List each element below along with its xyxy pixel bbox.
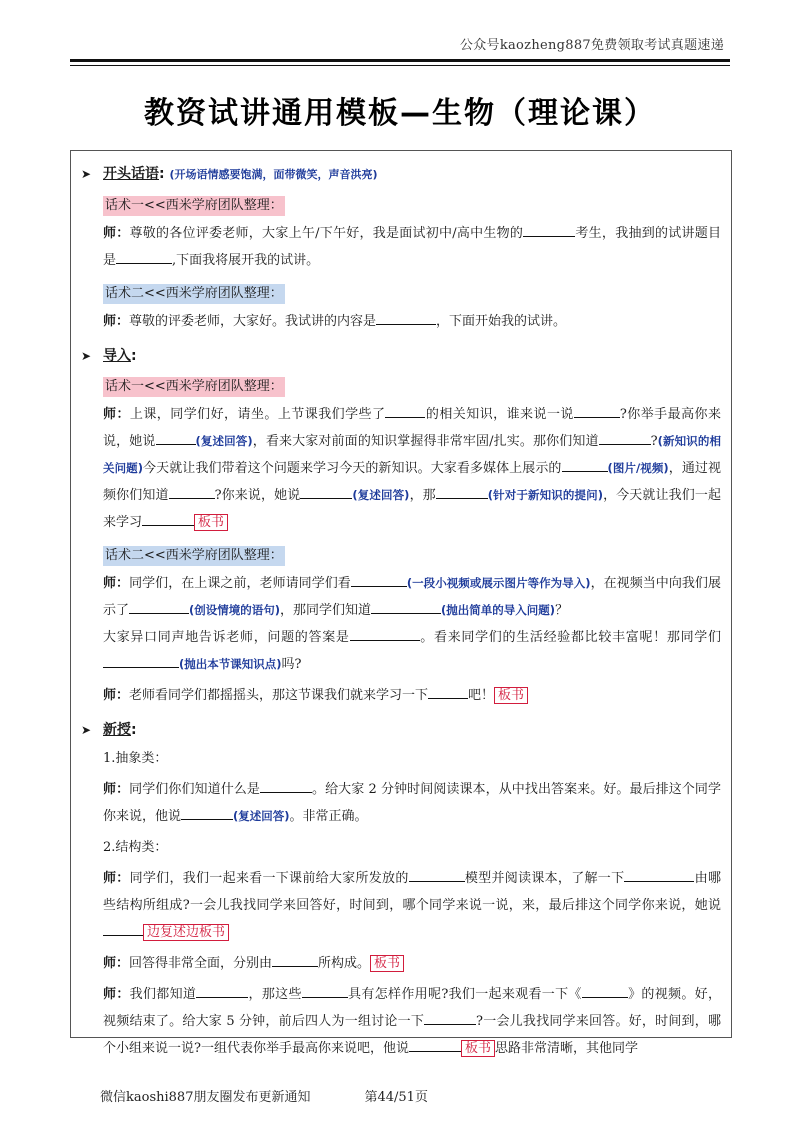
blank [428,684,468,699]
text: ?你来说，她说 [214,488,301,503]
text: 的相关知识，谁来说一说 [425,407,574,422]
script-heading-1: 话术一<<西米学府团队整理： [103,377,285,397]
blank [103,921,143,936]
text: ?一会儿我找同学来回答。好，时间到，哪个小组来说一说?一组代表你举手最高你来说吧，他说 [103,1014,721,1056]
blank [181,805,233,820]
blank [260,778,312,793]
teacher-label: 师： [103,314,130,329]
section-title-opening: 开头话语 [103,166,159,182]
section-title-intro: 导入 [103,348,131,364]
blank [574,403,620,418]
text: 回答得非常全面，分别由 [129,956,273,971]
blank [351,572,407,587]
teacher-label: 师： [103,956,130,971]
text: 。看来同学们的生活经验都比较丰富呢！那同学们 [419,630,721,645]
text: 》的视频。好，视频结束了。给大家 5 分钟，前后四人为一组讨论一下 [103,987,721,1029]
arrow-bullet-icon: ➤ [81,349,92,363]
teacher-label: 师： [103,782,130,797]
colon: : [131,722,137,738]
new-paragraph-4 [103,981,721,1062]
text: ，下面开始我的试讲。 [436,314,567,329]
text: 吗? [281,657,302,672]
teacher-label: 师： [103,688,130,703]
text: 思路非常清晰，其他同学 [495,1041,639,1056]
script-heading-1: 话术一<<西米学府团队整理： [103,196,285,216]
blackboard-tag: 板书 [461,1040,495,1057]
blank [300,484,352,499]
teacher-label: 师： [103,226,130,241]
teacher-label: 师： [103,871,130,886]
blackboard-tag: 板书 [370,955,404,972]
text: ?你举手最高你来说，她说 [103,407,721,449]
blackboard-tag-review: 边复述边板书 [143,924,229,941]
blank [599,430,651,445]
blank [562,457,608,472]
teacher-label: 师： [103,987,130,1002]
page-number: 第44/51页 [364,1090,428,1105]
text: 今天就让我们带着这个问题来学习今天的新知识。大家看多媒体上展示的 [142,461,562,476]
blank [376,310,436,325]
section-title-new: 新授 [103,722,131,738]
teacher-label: 师： [103,576,130,591]
note: (图片/视频) [607,461,669,475]
blank [272,952,318,967]
header-rule-thin [70,65,730,66]
text: 由哪些结构所组成?一会儿我找同学来回答好，时间到，哪个同学来说一说，来，最后排这个同学你来说，她说 [103,871,721,913]
text: 尊敬的各位评委老师，大家上午/下午好，我是面试初中/高中生物的 [129,226,524,241]
text: ，通过视频你们知道 [103,461,721,503]
blackboard-tag: 板书 [494,687,528,704]
footer [100,1086,482,1105]
section-new [81,719,721,741]
colon: : [159,166,165,182]
blank [436,484,488,499]
blank [302,983,348,998]
header-note: 公众号kaozheng887免费领取考试真题速递 [459,38,724,53]
text: ，那同学们知道 [280,603,372,618]
teacher-label: 师： [103,407,130,422]
header-rule-thick [70,59,730,62]
text: 上课，同学们好，请坐。上节课我们学些了 [129,407,386,422]
note: (抛出简单的导入问题) [441,603,556,617]
blank [156,430,196,445]
opening-paragraph-1 [103,220,721,274]
blank [523,222,575,237]
section-opening [81,163,721,186]
blank [409,867,465,882]
text: ，那这些 [248,987,302,1002]
text: 。非常正确。 [289,809,368,824]
text: 。给大家 2 分钟时间阅读课本，从中找出答案来。好。最后排这个同学你来说，他说 [103,782,721,824]
new-paragraph-2 [103,865,721,946]
text: 吧！ [468,688,495,703]
text: 同学们，在上课之前，老师请同学们看 [129,576,351,591]
note: (复述回答) [352,488,410,502]
blank [624,867,694,882]
arrow-bullet-icon: ➤ [81,167,92,181]
intro-paragraph-3 [103,682,721,709]
blank [196,983,248,998]
section-intro [81,345,721,367]
category-structure: 2.结构类： [103,840,168,855]
text: 同学们，我们一起来看一下课前给大家所发放的 [129,871,409,886]
note: (创设情境的语句) [189,603,281,617]
text: ，今天就让我们一起来学习 [103,488,721,530]
text: ,下面我将展开我的试讲。 [172,253,320,268]
colon: : [131,348,137,364]
note: (复述回答) [195,434,253,448]
note: (一段小视频或展示图片等作为导入) [406,576,591,590]
blank [129,599,189,614]
blank [169,484,215,499]
blank [582,983,628,998]
content-box [70,150,732,1056]
text: 模型并阅读课本，了解一下 [464,871,625,886]
text: 考生，我抽到的试讲题目是 [103,226,721,268]
text: 所构成。 [318,956,371,971]
intro-paragraph-2 [103,570,721,678]
script-heading-2: 话术二<<西米学府团队整理： [103,546,285,566]
arrow-bullet-icon: ➤ [81,723,92,737]
intro-paragraph-1 [103,401,721,536]
new-paragraph-1 [103,776,721,830]
text: ？ [555,603,569,618]
note: (抛出本节课知识点) [179,657,282,671]
blank [103,653,179,668]
text: 具有怎样作用呢?我们一起来观看一下《 [347,987,582,1002]
opening-paragraph-2 [103,308,721,335]
text: ，那 [409,488,436,503]
new-paragraph-3 [103,950,721,977]
text: ? [650,434,658,449]
text: 大家异口同声地告诉老师，问题的答案是 [103,630,350,645]
note: (针对于新知识的提问) [487,488,603,502]
blank [142,511,194,526]
text: 老师看同学们都摇摇头，那这节课我们就来学习一下 [129,688,429,703]
text: ，在视频当中向我们展示了 [103,576,721,618]
blank [350,626,420,641]
document-title: 教资试讲通用模板—生物（理论课） [144,96,656,131]
note: (新知识的相关问题) [103,434,721,475]
text: ，看来大家对前面的知识掌握得非常牢固/扎实。那你们知道 [252,434,599,449]
text: 同学们你们知道什么是 [129,782,260,797]
script-heading-2: 话术二<<西米学府团队整理： [103,284,285,304]
blank [116,249,172,264]
note: (复述回答) [233,809,290,823]
footer-left: 微信kaoshi887朋友圈发布更新通知 [100,1090,311,1105]
blank [371,599,441,614]
text: 我们都知道 [129,987,197,1002]
blackboard-tag: 板书 [194,514,228,531]
category-abstract: 1.抽象类： [103,751,168,766]
opening-note: (开场语情感要饱满，面带微笑，声音洪亮) [169,168,378,181]
text: 尊敬的评委老师，大家好。我试讲的内容是 [129,314,377,329]
blank [409,1037,461,1052]
blank [424,1010,476,1025]
blank [385,403,425,418]
